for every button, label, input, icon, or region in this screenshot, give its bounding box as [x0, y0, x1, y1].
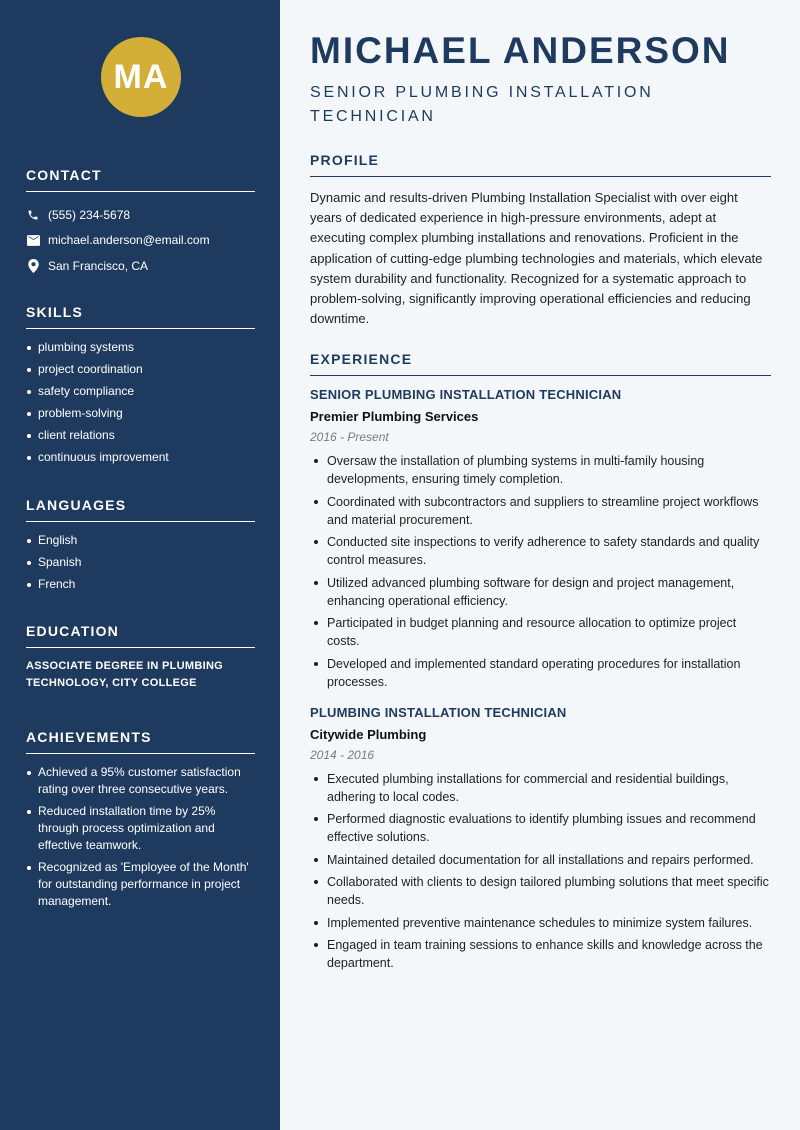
- job-bullet: Participated in budget planning and resource allocation to optimize project costs.: [310, 614, 771, 650]
- job-bullets: [310, 770, 771, 973]
- job-bullet: Executed plumbing installations for commercial and residential buildings, adhering to local codes.: [310, 770, 771, 806]
- phone-text: (555) 234-5678: [48, 207, 131, 222]
- job-title: SENIOR PLUMBING INSTALLATION TECHNICIAN: [310, 387, 622, 402]
- job-bullet: Developed and implemented standard operating procedures for installation processes.: [310, 655, 771, 691]
- achievements-list: [26, 764, 255, 910]
- location-text: San Francisco, CA: [48, 258, 149, 273]
- job-dates: 2016 - Present: [310, 430, 389, 444]
- job-bullet: Performed diagnostic evaluations to identify plumbing issues and recommend effective solutions.: [310, 810, 771, 846]
- languages-heading: LANGUAGES: [26, 497, 255, 522]
- education-section: [26, 623, 255, 692]
- map-pin-icon: [26, 259, 40, 273]
- job-entry: [310, 705, 771, 973]
- skill-item: continuous improvement: [26, 449, 255, 466]
- job-bullet: Conducted site inspections to verify adherence to safety standards and quality control measures.: [310, 533, 771, 569]
- job-dates: 2014 - 2016: [310, 747, 375, 762]
- education-degree: ASSOCIATE DEGREE IN PLUMBING TECHNOLOGY, CITY COLLEGE: [26, 660, 224, 689]
- avatar: [101, 37, 181, 117]
- profile-heading: PROFILE: [310, 152, 771, 177]
- languages-list: [26, 532, 255, 593]
- job-title: PLUMBING INSTALLATION TECHNICIAN: [310, 704, 567, 720]
- job-company: Citywide Plumbing: [310, 726, 427, 742]
- language-item: French: [26, 576, 255, 593]
- experience-section: [310, 351, 771, 986]
- job-bullets: [310, 452, 771, 691]
- contact-heading: CONTACT: [26, 167, 255, 192]
- contact-location: [26, 253, 255, 279]
- skill-item: problem-solving: [26, 405, 255, 422]
- skills-heading: SKILLS: [26, 304, 255, 329]
- achievements-heading: ACHIEVEMENTS: [26, 729, 255, 754]
- contact-phone[interactable]: [26, 202, 255, 228]
- language-item: Spanish: [26, 554, 255, 571]
- job-bullet: Collaborated with clients to design tailored plumbing solutions that meet specific needs.: [310, 873, 771, 909]
- envelope-icon: [26, 233, 40, 247]
- skill-item: plumbing systems: [26, 339, 255, 356]
- contact-email[interactable]: [26, 228, 255, 254]
- candidate-name: MICHAEL ANDERSON: [310, 30, 731, 71]
- achievements-section: [26, 729, 255, 915]
- language-item: English: [26, 532, 255, 549]
- job-bullet: Oversaw the installation of plumbing systems in multi-family housing developments, ensuring timely completion.: [310, 452, 771, 488]
- job-bullet: Implemented preventive maintenance schedules to minimize system failures.: [310, 914, 771, 932]
- candidate-role: SENIOR PLUMBING INSTALLATION TECHNICIAN: [310, 84, 654, 125]
- job-bullet: Maintained detailed documentation for all installations and repairs performed.: [310, 851, 771, 869]
- job-company: Premier Plumbing Services: [310, 409, 479, 424]
- education-heading: EDUCATION: [26, 623, 255, 648]
- achievement-item: Achieved a 95% customer satisfaction rating over three consecutive years.: [26, 764, 255, 798]
- achievement-item: Reduced installation time by 25% through process optimization and effective teamwork.: [26, 803, 255, 854]
- skill-item: safety compliance: [26, 383, 255, 400]
- skill-item: client relations: [26, 427, 255, 444]
- skill-item: project coordination: [26, 361, 255, 378]
- job-bullet: Utilized advanced plumbing software for design and project management, enhancing operational efficiency.: [310, 574, 771, 610]
- email-text: michael.anderson@email.com: [48, 233, 210, 248]
- profile-text: Dynamic and results-driven Plumbing Installation Specialist with over eight years of dedicated experience in high-pressure environments, adept at executing complex plumbing installations and renovations. Proficient in the application of cutting-edge plumbing technologies and materials, which elevate system durability and functionality. Recognized for a systematic approach to problem-solving, significantly improving operational efficiencies and reducing downtime.: [310, 190, 763, 327]
- experience-heading: EXPERIENCE: [310, 351, 771, 376]
- contact-section: [26, 167, 255, 279]
- job-entry: [310, 387, 771, 691]
- job-bullet: Engaged in team training sessions to enhance skills and knowledge across the department.: [310, 936, 771, 972]
- profile-section: [310, 152, 771, 329]
- avatar-initials: MA: [113, 57, 169, 96]
- achievement-item: Recognized as 'Employee of the Month' for outstanding performance in project management.: [26, 859, 255, 910]
- sidebar: [0, 0, 280, 1130]
- skills-list: [26, 339, 255, 466]
- skills-section: [26, 304, 255, 471]
- job-bullet: Coordinated with subcontractors and suppliers to streamline project workflows and material procurement.: [310, 493, 771, 529]
- phone-icon: [26, 208, 40, 222]
- languages-section: [26, 497, 255, 598]
